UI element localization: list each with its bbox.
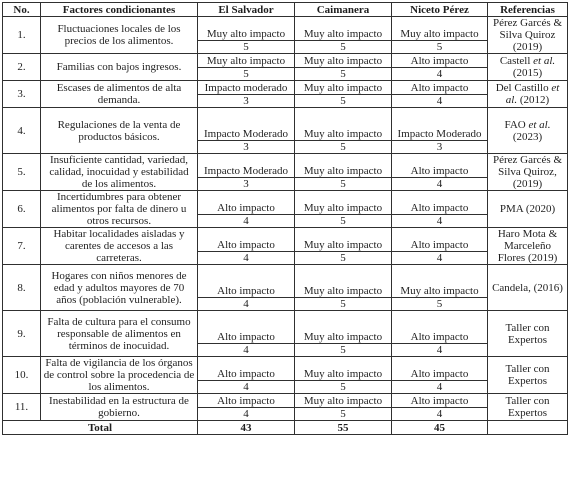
header-factors: Factores condicionantes (41, 3, 198, 17)
reference-lead: Taller con Expertos (505, 395, 550, 419)
rating-caimanera (295, 265, 392, 311)
impact-level: Alto impacto (217, 368, 275, 380)
rating-niceto-perez (392, 311, 488, 357)
rating-el-salvador (198, 394, 295, 421)
reference (488, 108, 568, 154)
impact-score: 4 (198, 214, 294, 227)
rating-niceto-perez (392, 54, 488, 81)
impact-score: 5 (295, 177, 391, 190)
row-number: 8. (3, 265, 41, 311)
rating-niceto-perez (392, 17, 488, 54)
impact-level: Muy alto impacto (303, 285, 383, 297)
rating-caimanera (295, 81, 392, 108)
factor-text: Escases de alimentos de alta demanda. (41, 81, 198, 108)
reference (488, 17, 568, 54)
impact-score: 3 (198, 94, 294, 107)
reference (488, 265, 568, 311)
rating-el-salvador (198, 17, 295, 54)
reference (488, 394, 568, 421)
impact-score: 4 (392, 177, 487, 190)
impact-score: 5 (295, 94, 391, 107)
rating-niceto-perez (392, 228, 488, 265)
impact-level: Muy alto impacto (303, 55, 383, 67)
total-row (3, 421, 568, 435)
impact-level: Impacto moderado (204, 82, 288, 94)
header-row (3, 3, 568, 17)
impact-level: Alto impacto (410, 239, 469, 251)
reference-lead: Del Castillo (495, 82, 552, 94)
impact-score: 4 (198, 380, 294, 393)
impact-level: Alto impacto (410, 165, 469, 177)
reference (488, 228, 568, 265)
reference (488, 311, 568, 357)
rating-el-salvador (198, 228, 295, 265)
factor-text: Hogares con niños menores de edad y adultos mayores de 70 años (población vulnerable). (41, 265, 198, 311)
rating-el-salvador (198, 311, 295, 357)
impact-level: Alto impacto (410, 395, 469, 407)
rating-caimanera (295, 394, 392, 421)
table-footer (3, 421, 568, 435)
impact-level: Muy alto impacto (206, 55, 286, 67)
row-number: 2. (3, 54, 41, 81)
table-body (3, 17, 568, 421)
reference-italic: et al. (528, 118, 551, 131)
impact-level: Impacto Moderado (397, 128, 482, 140)
table-row (3, 108, 568, 154)
impact-score: 5 (295, 343, 391, 356)
reference (488, 81, 568, 108)
row-number: 4. (3, 108, 41, 154)
rating-el-salvador (198, 154, 295, 191)
reference (488, 154, 568, 191)
impact-score: 3 (198, 140, 294, 153)
factor-text: Familias con bajos ingresos. (41, 54, 198, 81)
impact-score: 4 (392, 251, 487, 264)
impact-level: Muy alto impacto (400, 28, 479, 40)
impact-score: 5 (295, 140, 391, 153)
total-label: Total (3, 421, 198, 435)
reference-tail: (2012) (517, 94, 550, 106)
total-el-salvador: 43 (198, 421, 295, 435)
impact-level: Muy alto impacto (303, 368, 383, 380)
factor-text: Fluctuaciones locales de los precios de los alimentos. (41, 17, 198, 54)
impact-score: 5 (392, 297, 487, 310)
impact-score: 5 (198, 40, 294, 53)
impact-level: Alto impacto (410, 202, 469, 214)
rating-niceto-perez (392, 357, 488, 394)
table-row (3, 81, 568, 108)
reference-italic: et al. (505, 82, 560, 106)
impact-level: Muy alto impacto (400, 285, 479, 297)
reference (488, 54, 568, 81)
impact-level: Alto impacto (217, 202, 275, 214)
table-row (3, 394, 568, 421)
impact-level: Muy alto impacto (303, 28, 383, 40)
impact-level: Impacto Moderado (204, 165, 288, 177)
total-caimanera: 55 (295, 421, 392, 435)
header-references: Referencias (488, 3, 568, 17)
impact-level: Alto impacto (410, 368, 469, 380)
table-row (3, 191, 568, 228)
rating-caimanera (295, 17, 392, 54)
table-row (3, 311, 568, 357)
impact-level: Muy alto impacto (303, 128, 383, 140)
impact-score: 4 (392, 94, 487, 107)
row-number: 11. (3, 394, 41, 421)
impact-level: Alto impacto (217, 239, 275, 251)
factor-text: Insuficiente cantidad, variedad, calidad, inocuidad y estabilidad de los alimentos. (41, 154, 198, 191)
impact-score: 4 (392, 214, 487, 227)
impact-level: Muy alto impacto (303, 165, 383, 177)
reference-lead: Candela, (2016) (492, 281, 563, 294)
rating-niceto-perez (392, 81, 488, 108)
impact-score: 5 (295, 40, 391, 53)
factor-text: Incertidumbres para obtener alimentos por falta de dinero u otros recursos. (41, 191, 198, 228)
rating-niceto-perez (392, 154, 488, 191)
total-references (488, 421, 568, 435)
impact-level: Alto impacto (217, 285, 275, 297)
impact-score: 5 (295, 214, 391, 227)
impact-score: 5 (198, 67, 294, 80)
reference-lead: Haro Mota & Marceleño Flores (2019) (497, 228, 558, 264)
rating-el-salvador (198, 357, 295, 394)
table-row (3, 228, 568, 265)
impact-score: 4 (198, 343, 294, 356)
rating-caimanera (295, 54, 392, 81)
impact-score: 4 (198, 251, 294, 264)
impact-level: Muy alto impacto (303, 239, 383, 251)
reference-tail: (2015) (512, 67, 543, 79)
impact-score: 4 (392, 407, 487, 420)
impact-level: Alto impacto (410, 55, 469, 67)
impact-score: 4 (198, 297, 294, 310)
reference (488, 191, 568, 228)
total-niceto-perez: 45 (392, 421, 488, 435)
impact-level: Muy alto impacto (303, 82, 383, 94)
rating-niceto-perez (392, 265, 488, 311)
rating-caimanera (295, 311, 392, 357)
impact-score: 4 (198, 407, 294, 420)
impact-level: Alto impacto (410, 82, 469, 94)
row-number: 10. (3, 357, 41, 394)
reference-lead: Taller con Expertos (505, 321, 550, 346)
header-el-salvador: El Salvador (198, 3, 295, 17)
rating-niceto-perez (392, 108, 488, 154)
impact-score: 4 (392, 343, 487, 356)
rating-el-salvador (198, 81, 295, 108)
table-header (3, 3, 568, 17)
rating-el-salvador (198, 191, 295, 228)
rating-caimanera (295, 154, 392, 191)
row-number: 5. (3, 154, 41, 191)
header-niceto-perez: Niceto Pérez (392, 3, 488, 17)
reference-lead: Castell (499, 55, 534, 67)
impact-score: 5 (295, 297, 391, 310)
row-number: 3. (3, 81, 41, 108)
row-number: 9. (3, 311, 41, 357)
header-caimanera: Caimanera (295, 3, 392, 17)
rating-caimanera (295, 228, 392, 265)
table-row (3, 17, 568, 54)
reference-tail: (2023) (512, 130, 543, 143)
rating-caimanera (295, 191, 392, 228)
impact-score: 5 (295, 407, 391, 420)
impact-score: 3 (392, 140, 487, 153)
row-number: 1. (3, 17, 41, 54)
reference-lead: Taller con Expertos (505, 363, 550, 387)
table-row (3, 54, 568, 81)
factor-text: Falta de cultura para el consumo responsable de alimentos en términos de inocuidad. (41, 311, 198, 357)
reference-lead: Pérez Garcés & Silva Quiroz (2019) (492, 17, 563, 53)
table-row (3, 154, 568, 191)
factor-text: Falta de vigilancia de los órganos de control sobre la procedencia de los alimentos. (41, 357, 198, 394)
reference (488, 357, 568, 394)
reference-lead: PMA (2020) (499, 203, 556, 215)
impact-level: Muy alto impacto (303, 395, 383, 407)
impact-level: Muy alto impacto (206, 28, 286, 40)
impact-level: Alto impacto (217, 395, 275, 407)
rating-niceto-perez (392, 191, 488, 228)
reference-lead: Pérez Garcés & Silva Quiroz, (2019) (492, 154, 563, 190)
rating-caimanera (295, 108, 392, 154)
impact-level: Alto impacto (217, 331, 275, 343)
impact-score: 5 (295, 380, 391, 393)
table-row (3, 265, 568, 311)
rating-niceto-perez (392, 394, 488, 421)
impact-level: Muy alto impacto (303, 202, 383, 214)
reference-italic: et al. (533, 55, 556, 67)
rating-el-salvador (198, 108, 295, 154)
header-no: No. (3, 3, 41, 17)
row-number: 6. (3, 191, 41, 228)
table-row (3, 357, 568, 394)
factor-text: Regulaciones de la venta de productos básicos. (41, 108, 198, 154)
factor-text: Habitar localidades aisladas y carentes de accesos a las carreteras. (41, 228, 198, 265)
impact-level: Muy alto impacto (303, 331, 383, 343)
impact-score: 4 (392, 380, 487, 393)
impact-score: 5 (295, 251, 391, 264)
rating-caimanera (295, 357, 392, 394)
conditioning-factors-table (2, 2, 568, 435)
factor-text: Inestabilidad en la estructura de gobierno. (41, 394, 198, 421)
reference-lead: FAO (504, 118, 529, 131)
impact-score: 4 (392, 67, 487, 80)
rating-el-salvador (198, 54, 295, 81)
impact-score: 3 (198, 177, 294, 190)
impact-level: Alto impacto (410, 331, 469, 343)
row-number: 7. (3, 228, 41, 265)
impact-score: 5 (295, 67, 391, 80)
impact-score: 5 (392, 40, 487, 53)
impact-level: Impacto Moderado (204, 128, 288, 140)
rating-el-salvador (198, 265, 295, 311)
